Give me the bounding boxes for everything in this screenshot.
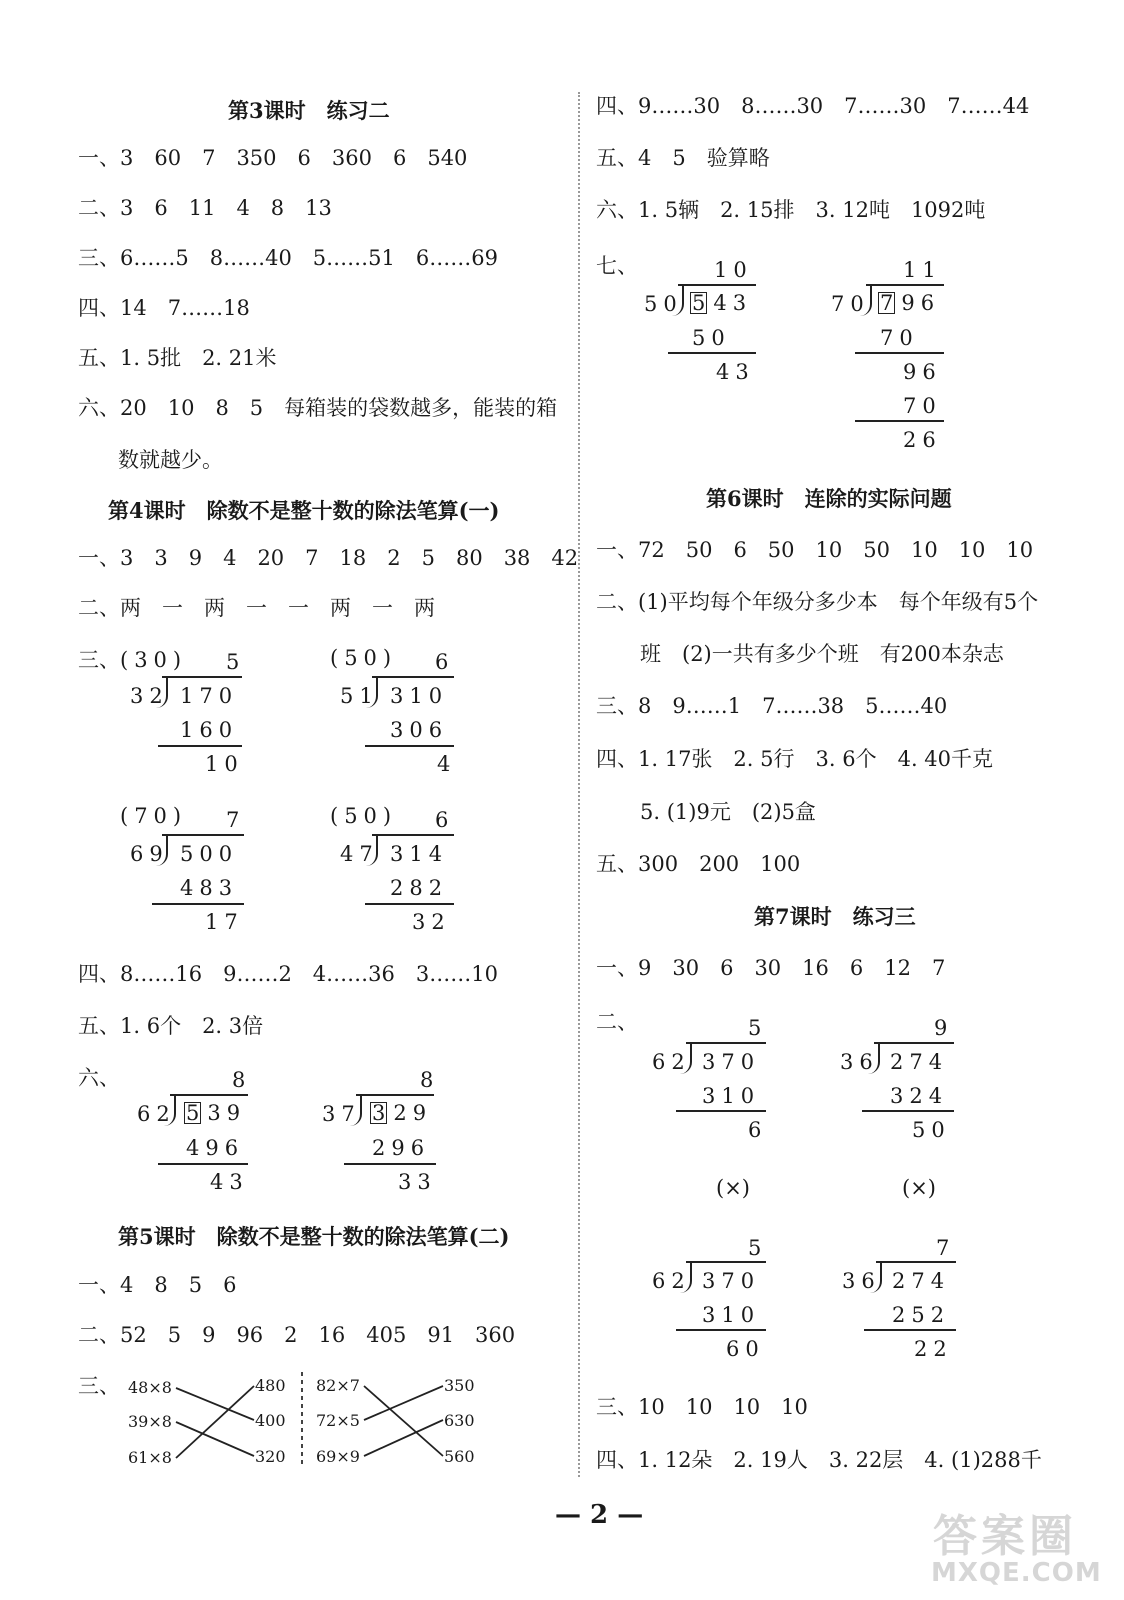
l6-q4-line1: 四、1. 17张 2. 5行 3. 6个 4. 40千克 (596, 747, 994, 771)
l6-q5: 五、300 200 100 (596, 852, 801, 876)
m2-left-1: 82×7 (316, 1376, 360, 1395)
m2-right-1: 350 (444, 1376, 475, 1395)
lesson6-title: 第6课时 连除的实际问题 (706, 486, 952, 511)
l3-q5: 五、1. 5批 2. 21米 (78, 346, 277, 370)
lesson4-title: 第4课时 除数不是整十数的除法笔算(一) (108, 498, 500, 523)
r-q7-label: 七、 (596, 254, 638, 278)
l4-q3-label: 三、 (78, 648, 120, 672)
m1-right-2: 400 (255, 1411, 286, 1430)
l3-q1: 一、3 60 7 350 6 360 6 540 (78, 146, 468, 170)
m2-left-3: 69×9 (316, 1447, 360, 1466)
l7-q2-label: 二、 (596, 1010, 638, 1034)
m1-right-1: 480 (255, 1376, 286, 1395)
l3-q6-line2: 数就越少。 (118, 448, 223, 472)
m1-left-3: 61×8 (128, 1448, 172, 1467)
lesson5-title: 第5课时 除数不是整十数的除法笔算(二) (118, 1224, 510, 1249)
m1-left-1: 48×8 (128, 1378, 172, 1397)
watermark: 答案圈 MXQE.COM (931, 1511, 1102, 1588)
m2-right-3: 560 (444, 1447, 475, 1466)
l7-q4: 四、1. 12朵 2. 19人 3. 22层 4. (1)288千 (596, 1448, 1042, 1472)
l6-q2-line1: 二、(1)平均每个年级分多少本 每个年级有5个 (596, 590, 1039, 614)
m2-left-2: 72×5 (316, 1411, 360, 1430)
l7-q3: 三、10 10 10 10 (596, 1395, 808, 1419)
l6-q4-line2: 5. (1)9元 (2)5盒 (640, 800, 816, 824)
l7-q1: 一、9 30 6 30 16 6 12 7 (596, 956, 946, 980)
m1-left-2: 39×8 (128, 1412, 172, 1431)
l5-q3-label: 三、 (78, 1374, 120, 1398)
wrong-mark-1: (×) (716, 1176, 750, 1200)
wrong-mark-2: (×) (902, 1176, 936, 1200)
m1-right-3: 320 (255, 1447, 286, 1466)
l5-q2: 二、52 5 9 96 2 16 405 91 360 (78, 1323, 516, 1347)
m2-right-2: 630 (444, 1411, 475, 1430)
l4-q2: 二、两 一 两 一 一 两 一 两 (78, 596, 435, 620)
l4-q4: 四、8……16 9……2 4……36 3……10 (78, 962, 498, 986)
l3-q6-line1: 六、20 10 8 5 每箱装的袋数越多，能装的箱 (78, 396, 558, 420)
l6-q1: 一、72 50 6 50 10 50 10 10 10 (596, 538, 1034, 562)
lesson7-title: 第7课时 练习三 (754, 904, 916, 929)
r-q4: 四、9……30 8……30 7……30 7……44 (596, 94, 1030, 118)
l3-q2: 二、3 6 11 4 8 13 (78, 196, 332, 220)
r-q6: 六、1. 5辆 2. 15排 3. 12吨 1092吨 (596, 198, 986, 222)
page-number: — 2 — (555, 1500, 644, 1530)
l6-q3: 三、8 9……1 7……38 5……40 (596, 694, 948, 718)
l3-q4: 四、14 7……18 (78, 296, 250, 320)
l5-q1: 一、4 8 5 6 (78, 1273, 237, 1297)
l6-q2-line2: 班 (2)一共有多少个班 有200本杂志 (640, 642, 1004, 666)
r-q5: 五、4 5 验算略 (596, 146, 770, 170)
l4-q6-label: 六、 (78, 1066, 120, 1090)
l4-q5: 五、1. 6个 2. 3倍 (78, 1014, 264, 1038)
lesson3-title: 第3课时 练习二 (228, 98, 390, 123)
l3-q3: 三、6……5 8……40 5……51 6……69 (78, 246, 498, 270)
l4-q1: 一、3 3 9 4 20 7 18 2 5 80 38 42 (78, 546, 579, 570)
